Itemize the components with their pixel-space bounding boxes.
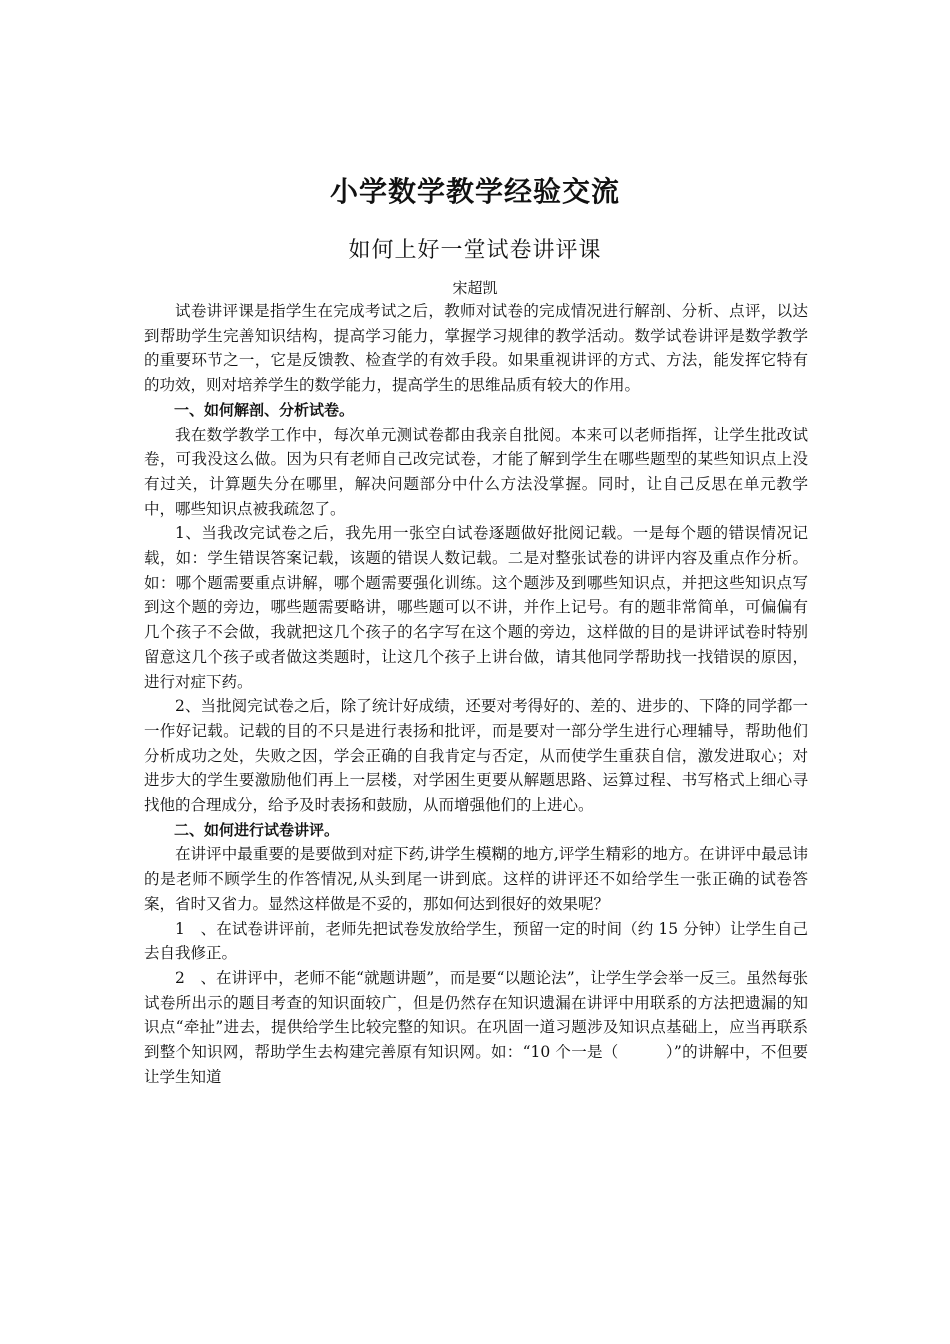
paragraph-intro: 试卷讲评课是指学生在完成考试之后，教师对试卷的完成情况进行解剖、分析、点评，以达到帮助学生完善知识结构，提高学习能力，掌握学习规律的教学活动。数学试卷讲评是数学教学的重要环节之一，它是反馈教、检查学的有效手段。如果重视讲评的方式、方法，能发挥它特有的功效，则对培养学生的数学能力，提高学生的思维品质有较大的作用。 [144, 302, 808, 395]
paragraph-section-2-item-2: 2 、在讲评中，老师不能“就题讲题”，而是要“以题论法”，让学生学会举一反三。虽然每张试卷所出示的题目考查的知识面较广，但是仍然存在知识遗漏在讲评中用联系的方法把遗漏的知识点“牵扯”进去，提供给学生比较完整的知识。在巩固一道习题涉及知识点基础上，应当再联系到整个知识网，帮助学生去构建完善原有知识网。如：“10 个一是（ ）”的讲解中，不但要让学生知道 [144, 968, 808, 1086]
document-title: 小学数学教学经验交流 [329, 175, 620, 208]
document-body [144, 299, 808, 1090]
author-name: 宋超凯 [452, 279, 498, 297]
paragraph-section-1-item-1: 1、当我改完试卷之后，我先用一张空白试卷逐题做好批阅记载。一是每个题的错误情况记载，如：学生错误答案记载，该题的错误人数记载。二是对整张试卷的讲评内容及重点作分析。如：哪个题需要重点讲解，哪个题需要强化训练。这个题涉及到哪些知识点，并把这些知识点写到这个题的旁边，哪些题需要略讲，哪些题可以不讲，并作上记号。有的题非常简单，可偏偏有几个孩子不会做，我就把这几个孩子的名字写在这个题的旁边，这样做的目的是讲评试卷时特别留意这几个孩子或者做这类题时，让这几个孩子上讲台做，请其他同学帮助找一找错误的原因，进行对症下药。 [144, 524, 808, 691]
section-heading-1: 一、如何解剖、分析试卷。 [174, 400, 355, 419]
paragraph-section-1-item-2: 2、当批阅完试卷之后，除了统计好成绩，还要对考得好的、差的、进步的、下降的同学都一一作好记载。记载的目的不只是进行表扬和批评，而是要对一部分学生进行心理辅导，帮助他们分析成功之处，失败之因，学会正确的自我肯定与否定，从而使学生重获自信，激发进取心；对进步大的学生要激励他们再上一层楼，对学困生更要从解题思路、运算过程、书写格式上细心寻找他的合理成分，给予及时表扬和鼓励，从而增强他们的上进心。 [144, 697, 808, 815]
paragraph-section-2-item-1: 1 、在试卷讲评前，老师先把试卷发放给学生，预留一定的时间（约 15 分钟）让学生自己去自我修正。 [144, 919, 808, 963]
paragraph-section-1-intro: 我在数学教学工作中，每次单元测试卷都由我亲自批阅。本来可以老师指挥，让学生批改试卷，可我没这么做。因为只有老师自己改完试卷，才能了解到学生在哪些题型的某些知识点上没有过关，计算题失分在哪里，解决问题部分中什么方法没掌握。同时，让自己反思在单元教学中，哪些知识点被我疏忽了。 [144, 425, 808, 518]
section-heading-2: 二、如何进行试卷讲评。 [174, 820, 340, 839]
document-subtitle: 如何上好一堂试卷讲评课 [348, 238, 602, 263]
paragraph-section-2-intro: 在讲评中最重要的是要做到对症下药,讲学生模糊的地方,评学生精彩的地方。在讲评中最忌讳的是老师不顾学生的作答情况,从头到尾一讲到底。这样的讲评还不如给学生一张正确的试卷答案，省时又省力。显然这样做是不妥的，那如何达到很好的效果呢？ [144, 845, 808, 913]
